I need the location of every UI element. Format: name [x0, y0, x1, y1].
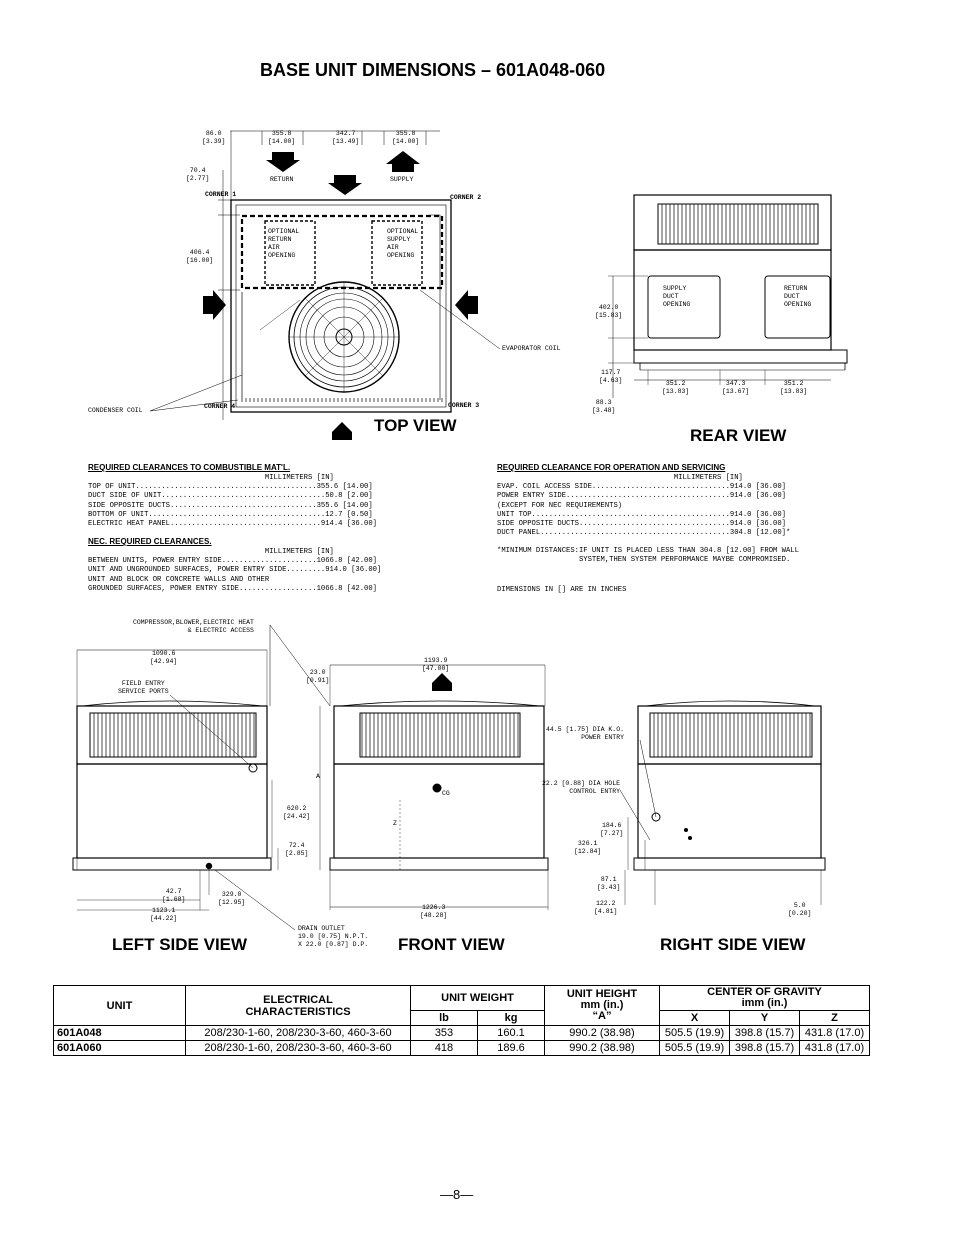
corner-2-label: CORNER 2 — [450, 194, 482, 201]
supply-duct-opening-label: SUPPLY DUCT OPENING — [663, 285, 691, 308]
dim-347: 347.3 [13.67] — [722, 380, 750, 395]
dimensions-note: DIMENSIONS IN [] ARE IN INCHES — [497, 586, 627, 594]
top-view-label: TOP VIEW — [374, 416, 457, 435]
right-side-view-label: RIGHT SIDE VIEW — [660, 935, 806, 954]
compressor-access-label: COMPRESSOR,BLOWER,ELECTRIC HEAT & ELECTRIC ACCESS — [133, 619, 254, 634]
dim-1090: 1090.6 [42.94] — [150, 650, 178, 665]
optional-supply-label: OPTIONAL SUPPLY AIR OPENING — [387, 228, 419, 259]
cell-z: 431.8 (17.0) — [800, 1041, 870, 1056]
cell-electrical: 208/230-1-60, 208/230-3-60, 460-3-60 — [186, 1026, 411, 1041]
header-electrical: ELECTRICAL CHARACTERISTICS — [186, 986, 411, 1026]
nec-clearances-text: MILLIMETERS [IN] BETWEEN UNITS, POWER ENTRY SIDE......................1066.8 [42.00] UNIT AND UNGROUNDED SURFACES, POWER ENTRY SIDE.........914.0 [36.00] UNIT AND BLOCK OR CONCRETE WALLS AND OTHER GROUNDED SURFACES, POWER ENTRY SIDE..................1066.8 [42.00] — [88, 548, 382, 593]
dim-620: 620.2 [24.42] — [283, 805, 311, 820]
nec-clearances-header: NEC. REQUIRED CLEARANCES. — [88, 537, 212, 546]
left-side-view-label: LEFT SIDE VIEW — [112, 935, 248, 954]
cell-height: 990.2 (38.98) — [545, 1026, 660, 1041]
cell-kg: 189.6 — [478, 1041, 545, 1056]
cell-height: 990.2 (38.98) — [545, 1041, 660, 1056]
control-entry-label: 22.2 [0.88] DIA HOLE CONTROL ENTRY — [542, 780, 621, 795]
dim-406: 406.4 [16.00] — [186, 249, 214, 264]
cell-lb: 353 — [411, 1026, 478, 1041]
header-unit: UNIT — [54, 986, 186, 1026]
front-view-label: FRONT VIEW — [398, 935, 505, 954]
dim-88: 88.3 [3.48] — [592, 399, 616, 414]
header-x: X — [660, 1011, 730, 1026]
dim-1123: 1123.1 [44.22] — [150, 907, 178, 922]
unit-spec-table — [53, 985, 870, 1056]
dim-329: 329.0 [12.95] — [218, 891, 246, 906]
drain-outlet-label: DRAIN OUTLET 19.0 [0.75] N.P.T. X 22.0 [0.87] D.P. — [298, 925, 369, 948]
dim-42: 42.7 [1.68] — [162, 888, 186, 903]
dim-184: 184.6 [7.27] — [600, 822, 624, 837]
front-view-drawing — [320, 665, 548, 910]
header-kg: kg — [478, 1011, 545, 1026]
cell-y: 398.8 (15.7) — [730, 1041, 800, 1056]
dim-351-b: 351.2 [13.83] — [780, 380, 808, 395]
return-duct-opening-label: RETURN DUCT OPENING — [784, 285, 812, 308]
supply-label: SUPPLY — [390, 176, 414, 183]
left-side-view-drawing — [73, 625, 330, 930]
cell-unit: 601A060 — [54, 1041, 186, 1056]
corner-3-label: CORNER 3 — [448, 402, 480, 409]
header-unit-weight: UNIT WEIGHT — [411, 986, 545, 1011]
operation-clearances-header: REQUIRED CLEARANCE FOR OPERATION AND SERVICING — [497, 463, 726, 472]
rear-view-label: REAR VIEW — [690, 426, 787, 445]
dim-342: 342.7 [13.49] — [332, 130, 360, 145]
cell-z: 431.8 (17.0) — [800, 1026, 870, 1041]
field-entry-label: FIELD ENTRY SERVICE PORTS — [118, 680, 169, 695]
power-entry-label: 44.5 [1.75] DIA K.O. POWER ENTRY — [546, 726, 625, 741]
page-title: BASE UNIT DIMENSIONS – 601A048-060 — [260, 60, 606, 80]
combustible-clearances-header: REQUIRED CLEARANCES TO COMBUSTIBLE MAT'L. — [88, 463, 291, 472]
evaporator-coil-label: EVAPORATOR COIL — [502, 345, 561, 352]
dim-1226: 1226.3 [48.28] — [420, 904, 448, 919]
cell-y: 398.8 (15.7) — [730, 1026, 800, 1041]
corner-4-label: CORNER 4 — [204, 403, 236, 410]
dim-122: 122.2 [4.81] — [594, 900, 618, 915]
minimum-distance-note: *MINIMUM DISTANCES:IF UNIT IS PLACED LESS THAN 304.8 [12.00] FROM WALL SYSTEM,THEN SYSTEM PERFORMANCE MAYBE COMPROMISED. — [497, 547, 799, 565]
cell-lb: 418 — [411, 1041, 478, 1056]
dim-70: 70.4 [2.77] — [186, 167, 210, 182]
dim-72: 72.4 [2.85] — [285, 842, 309, 857]
dim-326: 326.1 [12.84] — [574, 840, 602, 855]
dim-355-b: 355.8 [14.00] — [392, 130, 420, 145]
dim-87: 87.1 [3.43] — [597, 876, 621, 891]
condenser-coil-label: CONDENSER COIL — [88, 407, 143, 414]
header-center-of-gravity: CENTER OF GRAVITY imm (in.) — [660, 986, 870, 1011]
dim-1193: 1193.9 [47.00] — [422, 657, 450, 672]
dim-23: 23.0 [0.91] — [306, 669, 330, 684]
dim-86: 86.0 [3.39] — [202, 130, 226, 145]
table-row — [54, 1041, 870, 1056]
corner-1-label: CORNER 1 — [205, 191, 237, 198]
header-lb: lb — [411, 1011, 478, 1026]
cell-unit: 601A048 — [54, 1026, 186, 1041]
cell-kg: 160.1 — [478, 1026, 545, 1041]
page-number: —8— — [440, 1187, 474, 1202]
label-a: A — [316, 773, 320, 780]
combustible-clearances-text: MILLIMETERS [IN] TOP OF UNIT..........................................355.6 [14.00] DUCT SIDE OF UNIT......................................50.8 [2.00] SIDE OPPOSITE DUCTS..................................355.6 [14.00] BOTTOM OF UNIT.........................................12.7 [0.50] ELECTRIC HEAT PANEL...................................914.4 [36.00] — [88, 474, 377, 529]
cell-x: 505.5 (19.9) — [660, 1026, 730, 1041]
return-label: RETURN — [270, 176, 294, 183]
cell-electrical: 208/230-1-60, 208/230-3-60, 460-3-60 — [186, 1041, 411, 1056]
dim-402: 402.0 [15.83] — [595, 304, 623, 319]
cell-x: 505.5 (19.9) — [660, 1041, 730, 1056]
header-z: Z — [800, 1011, 870, 1026]
label-z: Z — [393, 820, 397, 827]
right-side-view-drawing — [620, 701, 825, 905]
header-unit-height: UNIT HEIGHT mm (in.) “A” — [545, 986, 660, 1026]
operation-clearances-text: MILLIMETERS [IN] EVAP. COIL ACCESS SIDE................................914.0 [36.00] POWER ENTRY SIDE......................................914.0 [36.00] (EXCEPT FOR NEC REQUIREMENTS) UNIT TOP..............................................914.0 [36.00] SIDE OPPOSITE DUCTS...................................914.0 [36.00] DUCT PANEL............................................304.8 [12.00]* — [497, 474, 791, 538]
optional-return-label: OPTIONAL RETURN AIR OPENING — [268, 228, 300, 259]
dim-5: 5.0 [0.20] — [788, 902, 812, 917]
header-y: Y — [730, 1011, 800, 1026]
label-cg: CG — [442, 790, 450, 797]
dim-351-a: 351.2 [13.83] — [662, 380, 690, 395]
dim-355-a: 355.8 [14.00] — [268, 130, 296, 145]
table-row — [54, 1026, 870, 1041]
dim-117: 117.7 [4.63] — [599, 369, 623, 384]
